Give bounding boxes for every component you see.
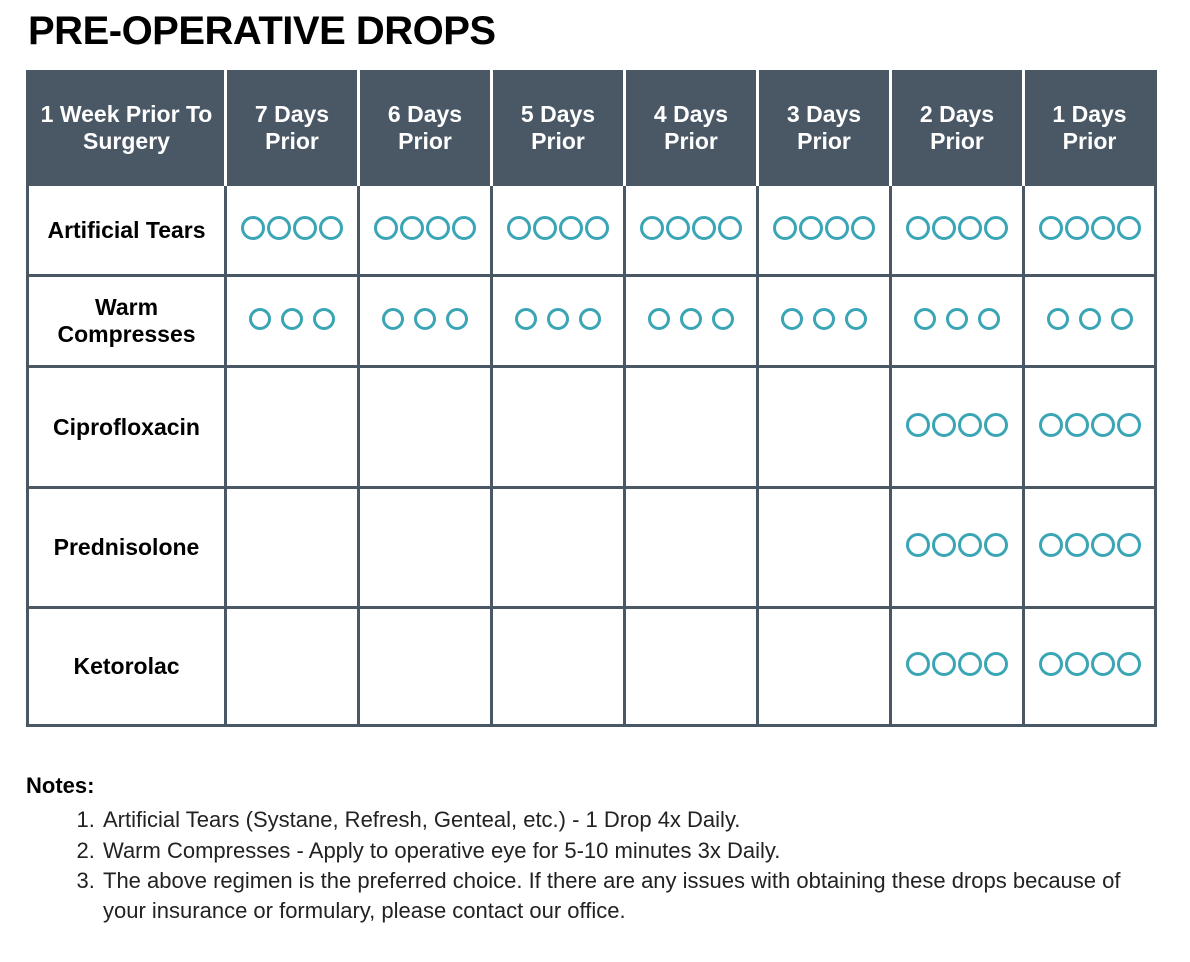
medication-name: Ketorolac — [28, 608, 226, 726]
dose-circle-icon[interactable] — [906, 216, 930, 240]
dose-circle-group — [905, 652, 1009, 676]
dose-circle-icon[interactable] — [452, 216, 476, 240]
dose-cell — [1024, 488, 1156, 608]
header-cell-6-days: 6 Days Prior — [359, 72, 492, 185]
page-title: PRE-OPERATIVE DROPS — [28, 9, 496, 53]
dose-cell — [492, 488, 625, 608]
dose-circle-icon[interactable] — [1117, 652, 1141, 676]
dose-circle-icon[interactable] — [984, 652, 1008, 676]
dose-circle-icon[interactable] — [281, 308, 303, 330]
dose-circle-group — [244, 308, 340, 330]
dose-circle-group — [905, 533, 1009, 557]
dose-cell — [891, 185, 1024, 276]
dose-circle-icon[interactable] — [906, 413, 930, 437]
dose-circle-icon[interactable] — [382, 308, 404, 330]
dose-circle-icon[interactable] — [1079, 308, 1101, 330]
header-cell-4-days: 4 Days Prior — [625, 72, 758, 185]
dose-circle-icon[interactable] — [799, 216, 823, 240]
dose-circle-group — [1038, 413, 1142, 437]
dose-cell — [1024, 276, 1156, 367]
dose-circle-icon[interactable] — [1065, 216, 1089, 240]
dose-circle-icon[interactable] — [559, 216, 583, 240]
table-row — [28, 185, 1156, 276]
dose-cell — [359, 608, 492, 726]
dose-circle-group — [240, 216, 344, 240]
dose-circle-icon[interactable] — [1065, 652, 1089, 676]
dose-circle-icon[interactable] — [813, 308, 835, 330]
dose-cell — [492, 367, 625, 488]
header-cell-1-days: 1 Days Prior — [1024, 72, 1156, 185]
dose-cell — [359, 488, 492, 608]
dose-circle-icon[interactable] — [718, 216, 742, 240]
dose-circle-icon[interactable] — [958, 533, 982, 557]
dose-cell — [625, 185, 758, 276]
dose-circle-icon[interactable] — [932, 533, 956, 557]
dose-circle-icon[interactable] — [932, 216, 956, 240]
dose-circle-icon[interactable] — [648, 308, 670, 330]
table-row — [28, 276, 1156, 367]
dose-cell — [891, 276, 1024, 367]
medication-name: Ciprofloxacin — [28, 367, 226, 488]
dose-circle-group — [1042, 308, 1138, 330]
header-cell-7-days: 7 Days Prior — [226, 72, 359, 185]
notes-list — [26, 804, 1166, 926]
dose-circle-icon[interactable] — [1117, 533, 1141, 557]
header-cell-1-week: 1 Week Prior To Surgery — [28, 72, 226, 185]
dose-cell — [359, 185, 492, 276]
dose-circle-group — [1038, 533, 1142, 557]
dose-circle-icon[interactable] — [446, 308, 468, 330]
dose-circle-group — [905, 216, 1009, 240]
medication-name: Prednisolone — [28, 488, 226, 608]
dose-circle-icon[interactable] — [932, 413, 956, 437]
dose-cell — [1024, 608, 1156, 726]
dose-circle-icon[interactable] — [851, 216, 875, 240]
dose-circle-group — [909, 308, 1005, 330]
notes-title: Notes: — [26, 773, 95, 798]
dose-circle-icon[interactable] — [267, 216, 291, 240]
dose-circle-icon[interactable] — [984, 533, 1008, 557]
note-item: 1. Artificial Tears (Systane, Refresh, Genteal, etc.) - 1 Drop 4x Daily. — [101, 804, 1166, 835]
dose-circle-icon[interactable] — [1065, 533, 1089, 557]
dose-circle-icon[interactable] — [547, 308, 569, 330]
dose-circle-icon[interactable] — [1039, 652, 1063, 676]
dose-circle-icon[interactable] — [400, 216, 424, 240]
dose-cell — [1024, 367, 1156, 488]
dose-circle-icon[interactable] — [692, 216, 716, 240]
dose-circle-icon[interactable] — [932, 652, 956, 676]
dose-circle-icon[interactable] — [666, 216, 690, 240]
dose-cell — [891, 608, 1024, 726]
dose-circle-icon[interactable] — [773, 216, 797, 240]
dose-circle-icon[interactable] — [958, 216, 982, 240]
dose-circle-icon[interactable] — [1117, 216, 1141, 240]
dose-circle-icon[interactable] — [958, 413, 982, 437]
dose-cell — [758, 488, 891, 608]
dose-circle-icon[interactable] — [293, 216, 317, 240]
dose-cell — [359, 276, 492, 367]
dose-circle-group — [373, 216, 477, 240]
dose-circle-icon[interactable] — [1111, 308, 1133, 330]
dose-cell — [226, 488, 359, 608]
dose-circle-group — [776, 308, 872, 330]
dose-circle-group — [1038, 652, 1142, 676]
dose-circle-icon[interactable] — [1091, 652, 1115, 676]
dose-cell — [226, 608, 359, 726]
medication-name: Warm Compresses — [28, 276, 226, 367]
dose-cell — [226, 367, 359, 488]
dose-circle-icon[interactable] — [845, 308, 867, 330]
dose-circle-icon[interactable] — [1039, 216, 1063, 240]
dose-cell — [226, 185, 359, 276]
dose-circle-group — [1038, 216, 1142, 240]
dose-circle-icon[interactable] — [507, 216, 531, 240]
dose-circle-icon[interactable] — [426, 216, 450, 240]
dose-cell — [891, 488, 1024, 608]
dose-circle-icon[interactable] — [1091, 216, 1115, 240]
dose-circle-icon[interactable] — [515, 308, 537, 330]
table-row — [28, 367, 1156, 488]
dose-circle-icon[interactable] — [414, 308, 436, 330]
dose-cell — [359, 367, 492, 488]
dose-circle-group — [377, 308, 473, 330]
dose-cell — [492, 608, 625, 726]
dose-circle-icon[interactable] — [241, 216, 265, 240]
dose-circle-group — [506, 216, 610, 240]
dose-cell — [625, 608, 758, 726]
dose-circle-group — [905, 413, 1009, 437]
dose-cell — [625, 367, 758, 488]
dose-circle-group — [510, 308, 606, 330]
dose-cell — [758, 276, 891, 367]
dose-cell — [758, 367, 891, 488]
dose-circle-icon[interactable] — [533, 216, 557, 240]
drop-schedule-table — [26, 70, 1157, 727]
dose-circle-icon[interactable] — [579, 308, 601, 330]
dose-circle-icon[interactable] — [906, 533, 930, 557]
dose-circle-icon[interactable] — [1091, 533, 1115, 557]
header-cell-2-days: 2 Days Prior — [891, 72, 1024, 185]
dose-cell — [226, 276, 359, 367]
notes-section — [26, 772, 1166, 926]
header-cell-3-days: 3 Days Prior — [758, 72, 891, 185]
dose-cell — [625, 276, 758, 367]
dose-circle-icon[interactable] — [712, 308, 734, 330]
dose-circle-icon[interactable] — [984, 413, 1008, 437]
dose-circle-icon[interactable] — [640, 216, 664, 240]
dose-circle-icon[interactable] — [906, 652, 930, 676]
dose-circle-icon[interactable] — [249, 308, 271, 330]
table-row — [28, 488, 1156, 608]
dose-circle-icon[interactable] — [313, 308, 335, 330]
medication-name: Artificial Tears — [28, 185, 226, 276]
table-row — [28, 608, 1156, 726]
dose-circle-icon[interactable] — [585, 216, 609, 240]
dose-cell — [758, 185, 891, 276]
dose-circle-group — [772, 216, 876, 240]
dose-circle-icon[interactable] — [914, 308, 936, 330]
dose-cell — [625, 488, 758, 608]
dose-circle-icon[interactable] — [825, 216, 849, 240]
dose-circle-icon[interactable] — [1065, 413, 1089, 437]
dose-circle-icon[interactable] — [1047, 308, 1069, 330]
dose-cell — [492, 276, 625, 367]
header-cell-5-days: 5 Days Prior — [492, 72, 625, 185]
dose-circle-group — [639, 216, 743, 240]
dose-circle-icon[interactable] — [958, 652, 982, 676]
dose-circle-icon[interactable] — [1091, 413, 1115, 437]
dose-circle-icon[interactable] — [946, 308, 968, 330]
dose-circle-icon[interactable] — [1117, 413, 1141, 437]
dose-circle-icon[interactable] — [781, 308, 803, 330]
dose-circle-icon[interactable] — [978, 308, 1000, 330]
dose-circle-icon[interactable] — [680, 308, 702, 330]
dose-cell — [891, 367, 1024, 488]
dose-circle-icon[interactable] — [319, 216, 343, 240]
dose-cell — [492, 185, 625, 276]
dose-cell — [758, 608, 891, 726]
dose-circle-icon[interactable] — [374, 216, 398, 240]
dose-circle-group — [643, 308, 739, 330]
note-item: 3. The above regimen is the preferred choice. If there are any issues with obtaining these drops because of your insurance or formulary, please contact our office. — [101, 866, 1166, 926]
dose-circle-icon[interactable] — [1039, 533, 1063, 557]
dose-cell — [1024, 185, 1156, 276]
note-item: 2. Warm Compresses - Apply to operative eye for 5-10 minutes 3x Daily. — [101, 835, 1166, 866]
dose-circle-icon[interactable] — [1039, 413, 1063, 437]
dose-circle-icon[interactable] — [984, 216, 1008, 240]
header-row — [28, 72, 1156, 185]
